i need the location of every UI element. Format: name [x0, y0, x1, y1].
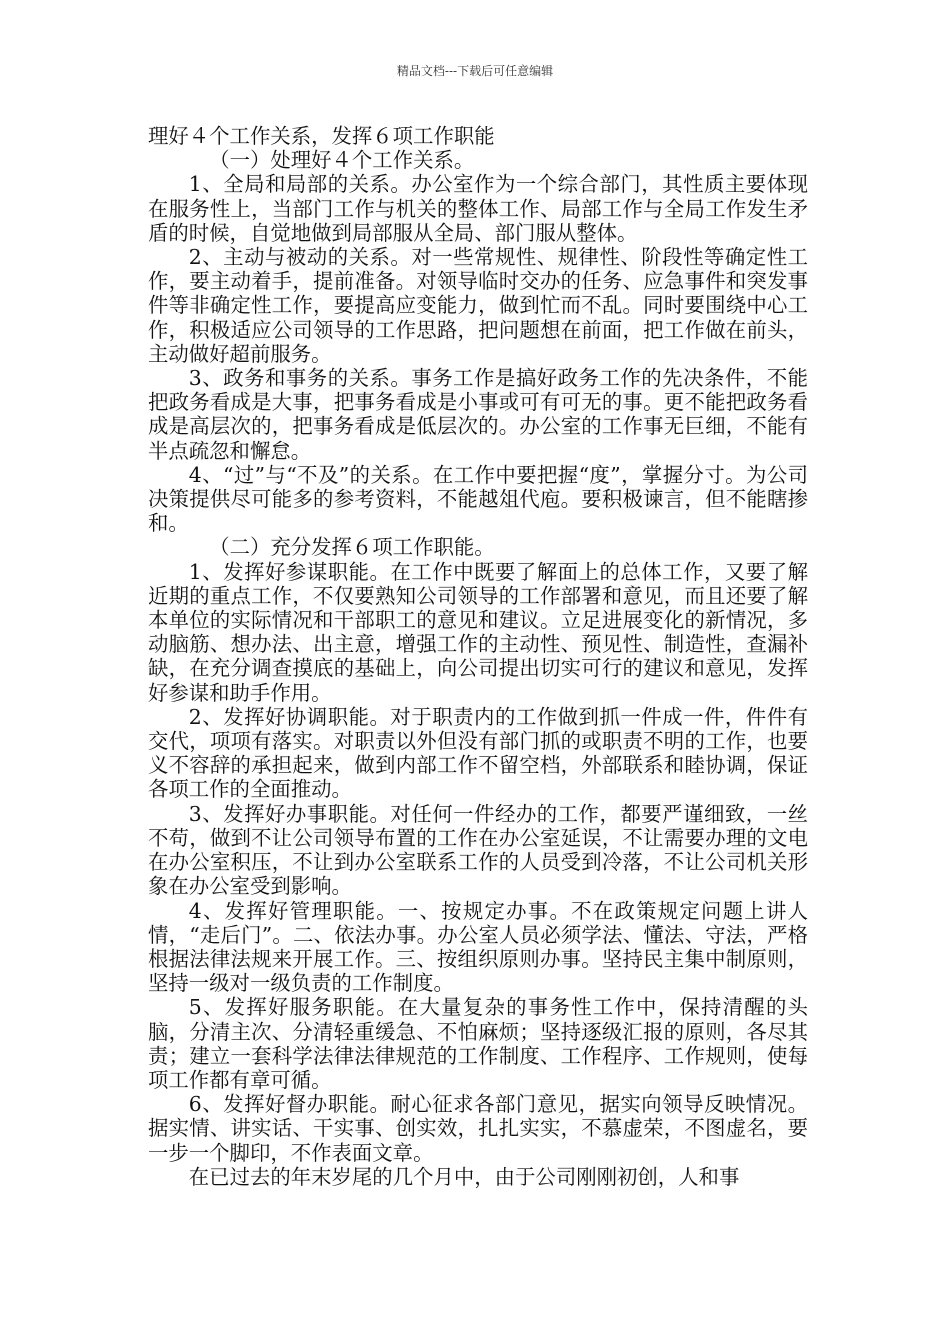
document-body [148, 124, 808, 1189]
paragraph: 3、发挥好办事职能。对任何一件经办的工作，都要严谨细致，一丝不苟，做到不让公司领导布置的工作在办公室延误，不让需要办理的文电在办公室积压，不让到办公室联系工作的人员受到冷落，不让公司机关形象在办公室受到影响。 [148, 801, 808, 899]
paragraph: 4、发挥好管理职能。一、按规定办事。不在政策规定问题上讲人情，“走后门”。二、依法办事。办公室人员必须学法、懂法、守法，严格根据法律法规来开展工作。三、按组织原则办事。坚持民主集中制原则，坚持一级对一级负责的工作制度。 [148, 898, 808, 996]
paragraph: 4、“过”与“不及”的关系。在工作中要把握“度”，掌握分寸。为公司决策提供尽可能多的参考资料，不能越俎代庖。要积极谏言，但不能瞎掺和。 [148, 462, 808, 536]
section-heading: （一）处理好４个工作关系。 [209, 148, 475, 173]
page-header: 精品文档---下载后可任意编辑 [396, 64, 554, 78]
paragraph: 1、发挥好参谋职能。在工作中既要了解面上的总体工作，又要了解近期的重点工作，不仅要熟知公司领导的工作部署和意见，而且还要了解本单位的实际情况和干部职工的意见和建议。立足进展变化的新情况，多动脑筋、想办法、出主意，增强工作的主动性、预见性、制造性，查漏补缺，在充分调查摸底的基础上，向公司提出切实可行的建议和意见，发挥好参谋和助手作用。 [148, 559, 808, 705]
paragraph: 2、发挥好协调职能。对于职责内的工作做到抓一件成一件，件件有交代，项项有落实。对职责以外但没有部门抓的或职责不明的工作，也要义不容辞的承担起来，做到内部工作不留空档，外部联系和睦协调，保证各项工作的全面推动。 [148, 704, 808, 802]
paragraph: 5、发挥好服务职能。在大量复杂的事务性工作中，保持清醒的头脑，分清主次、分清轻重缓急、不怕麻烦；坚持逐级汇报的原则，各尽其责；建立一套科学法律法律规范的工作制度、工作程序、工作规则，使每项工作都有章可循。 [148, 995, 808, 1092]
paragraph: 6、发挥好督办职能。耐心征求各部门意见，据实向领导反映情况。据实情、讲实话、干实事、创实效，扎扎实实，不慕虚荣，不图虚名，要一步一个脚印，不作表面文章。 [148, 1092, 808, 1165]
section-heading: （二）充分发挥６项工作职能。 [209, 535, 495, 560]
document-title: 理好４个工作关系，发挥６项工作职能 [148, 124, 495, 148]
paragraph: 3、政务和事务的关系。事务工作是搞好政务工作的先决条件，不能把政务看成是大事，把事务看成是小事或可有可无的事。更不能把政务看成是高层次的，把事务看成是低层次的。办公室的工作事无巨细，不能有半点疏忽和懈怠。 [148, 366, 808, 463]
paragraph: 2、主动与被动的关系。对一些常规性、规律性、阶段性等确定性工作，要主动着手，提前准备。对领导临时交办的任务、应急事件和突发事件等非确定性工作，要提高应变能力，做到忙而不乱。同时要围绕中心工作，积极适应公司领导的工作思路，把问题想在前面，把工作做在前头，主动做好超前服务。 [148, 245, 808, 366]
paragraph: 在已过去的年末岁尾的几个月中，由于公司刚刚初创，人和事 [188, 1164, 740, 1189]
paragraph: 1、全局和局部的关系。办公室作为一个综合部门，其性质主要体现在服务性上，当部门工作与机关的整体工作、局部工作与全局工作发生矛盾的时候，自觉地做到局部服从全局、部门服从整体。 [148, 172, 808, 245]
